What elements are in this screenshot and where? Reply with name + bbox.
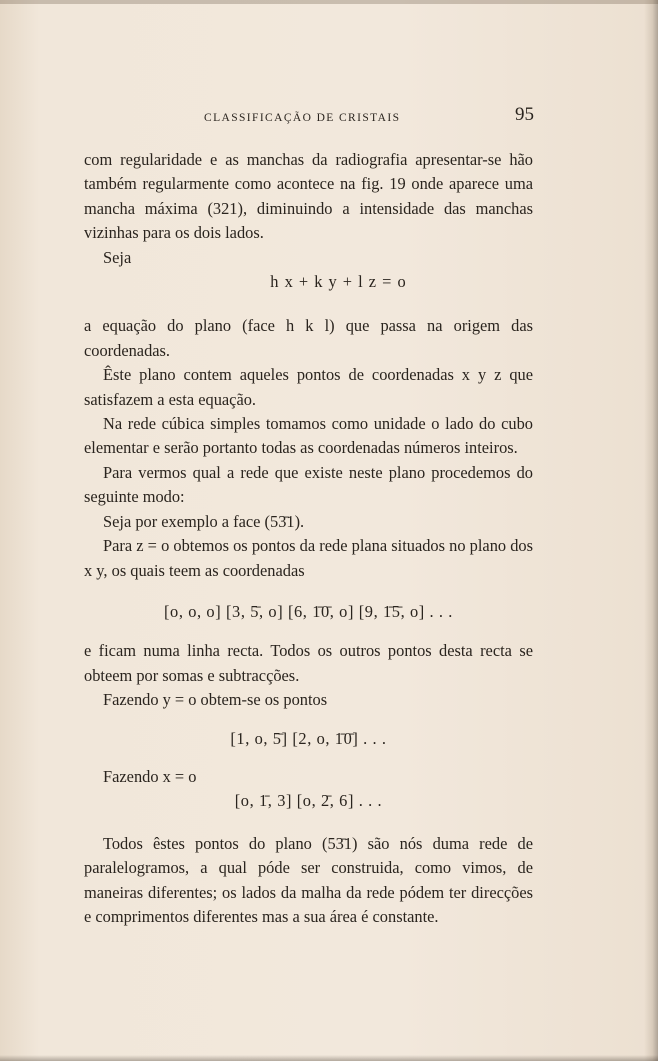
paragraph: Para z = o obtemos os pontos da rede plana situados no plano dos x y, os quais teem as coordenadas: [84, 536, 533, 580]
paragraph: Êste plano contem aqueles pontos de coordenadas x y z que satisfazem a esta equação.: [84, 365, 533, 409]
paragraph: com regularidade e as manchas da radiografia apresentar-se hão também regularmente como acontece na fig. 19 onde aparece uma mancha máxima (321), diminuindo a intensidade das manchas vizinhas para os dois lados.: [84, 150, 533, 243]
paragraph: Seja: [103, 247, 132, 267]
page-top-edge: [0, 0, 658, 4]
page-right-edge-shadow: [644, 0, 658, 1061]
paragraph: Na rede cúbica simples tomamos como unidade o lado do cubo elementar e serão portanto todas as coordenadas números inteiros.: [84, 414, 533, 458]
running-head: CLASSIFICAÇÃO DE CRISTAIS: [204, 112, 401, 124]
paragraph: Fazendo x = o: [103, 766, 197, 786]
page-header: [84, 104, 534, 132]
plane-equation: h x + k y + l z = o: [270, 272, 407, 292]
paragraph: e ficam numa linha recta. Todos os outros pontos desta recta se obteem por somas e subtracções.: [84, 641, 533, 685]
page-bottom-edge: [0, 1055, 658, 1061]
coordinate-sequence-z: [o, o, o] [3, 5̄, o] [6, 1̄0̄, o] [9, 1̄5̄, o] . . .: [163, 601, 454, 621]
paragraph: Fazendo y = o obtem-se os pontos: [103, 690, 328, 710]
paragraph: Seja por exemplo a face (53̄1).: [103, 511, 305, 531]
paragraph: a equação do plano (face h k l) que passa na origem das coordenadas.: [84, 316, 533, 360]
paragraph: Para vermos qual a rede que existe neste plano procedemos do seguinte modo:: [84, 462, 533, 507]
coordinate-sequence-y: [1, o, 5̄] [2, o, 1̄0̄] . . .: [230, 728, 387, 748]
paragraph: Todos êstes pontos do plano (53̄1) são nós duma rede de paralelogramos, a qual póde ser construida, como vimos, de maneiras diferentes; os lados da malha da rede pódem ter direcções e comprimentos diferentes mas a sua área é constante.: [84, 833, 533, 926]
body-text: [84, 148, 533, 929]
coordinate-sequence-x: [o, 1̄, 3] [o, 2̄, 6] . . .: [234, 791, 383, 811]
page-number: 95: [515, 104, 534, 125]
